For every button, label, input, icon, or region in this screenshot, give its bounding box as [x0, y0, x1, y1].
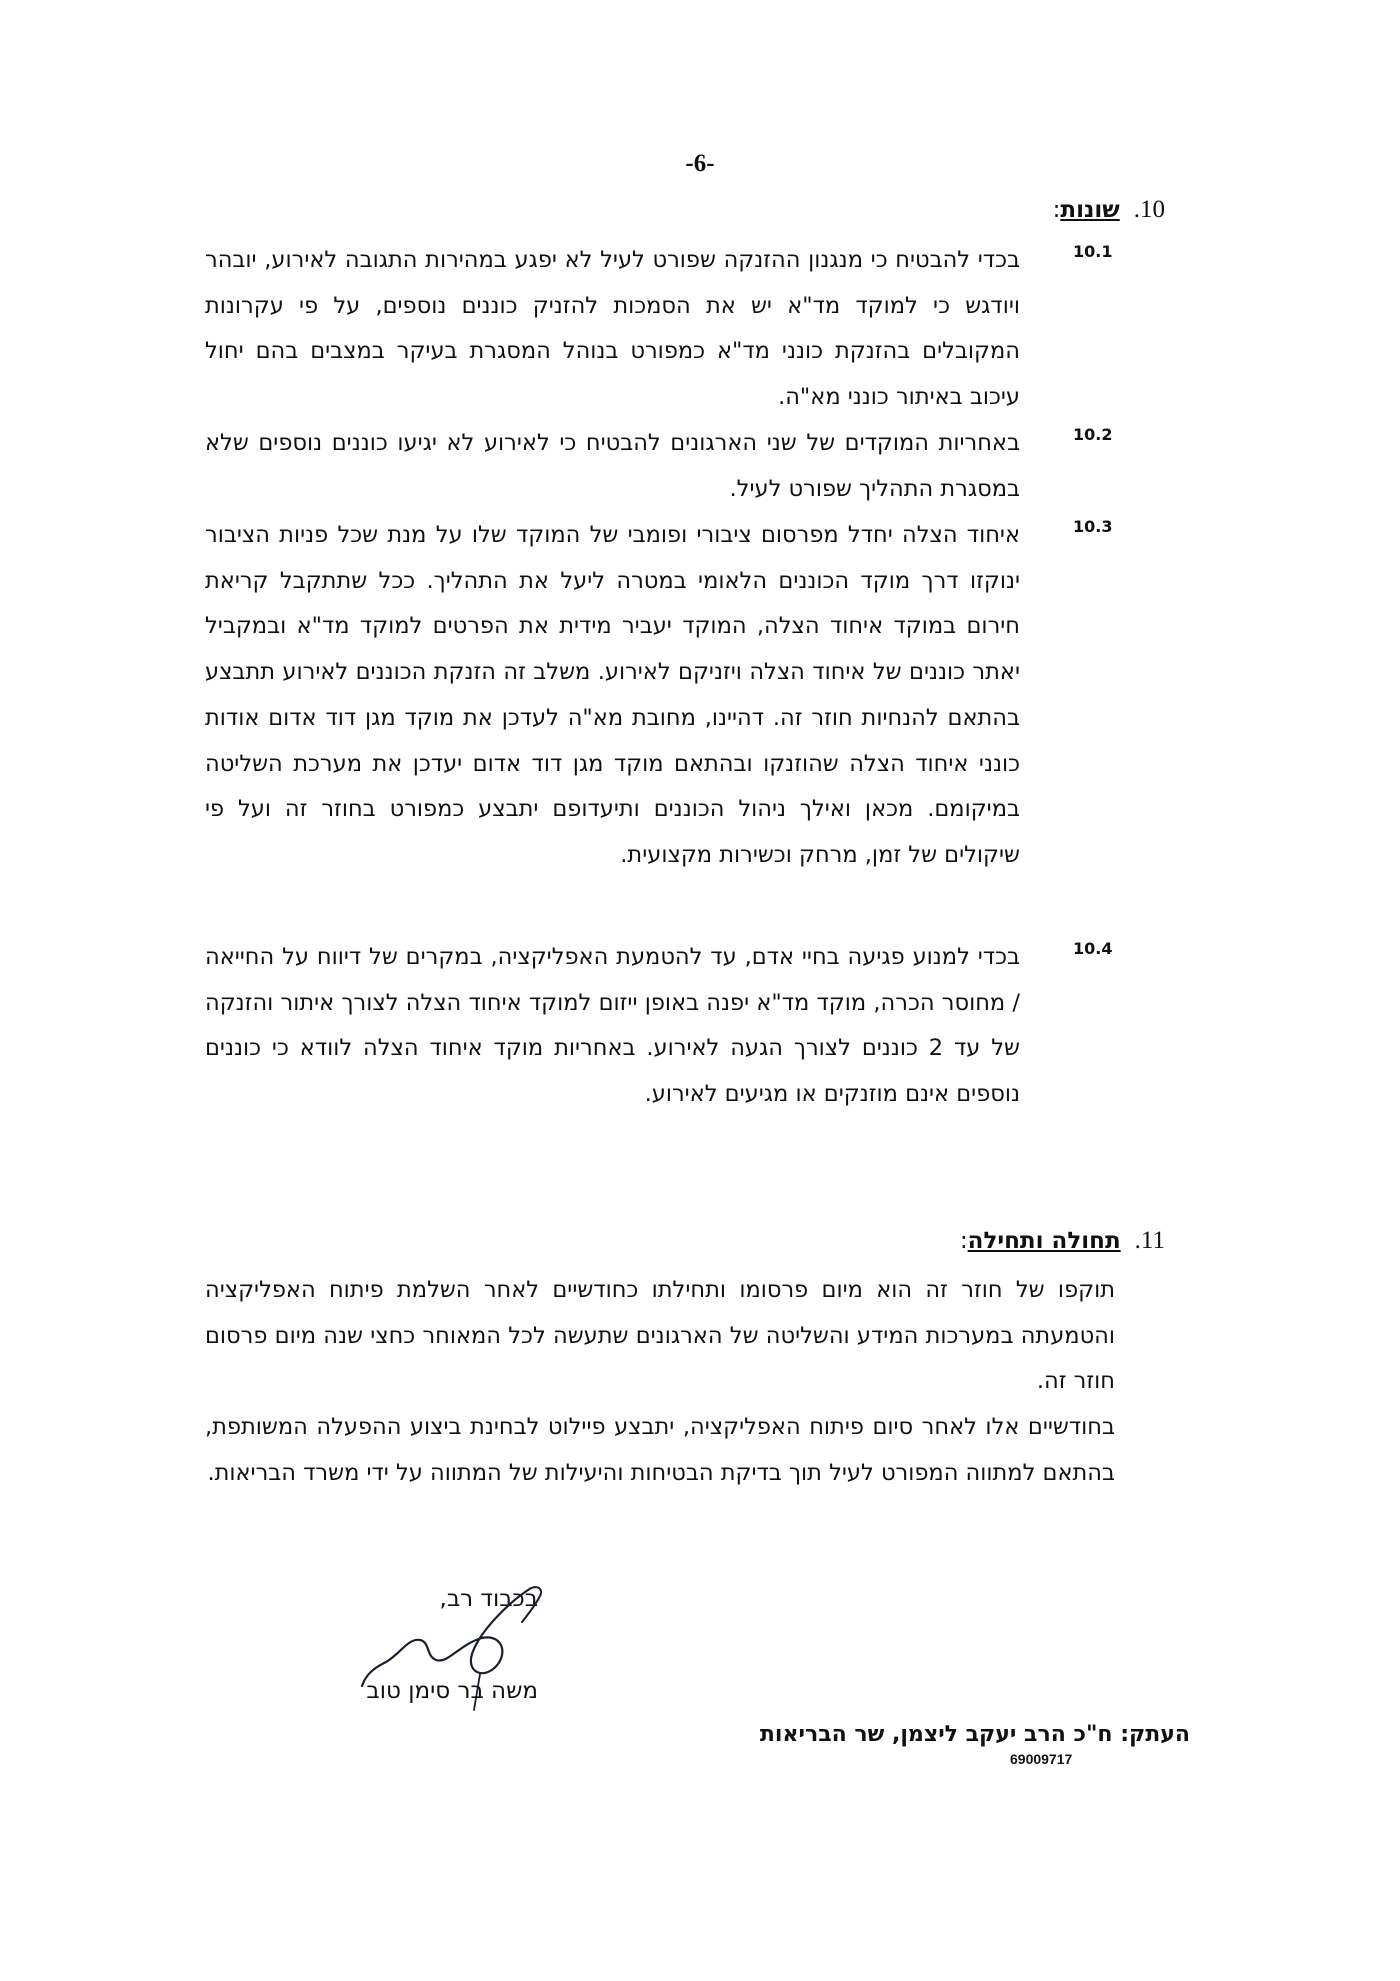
section-11-title: תחולה ותחילה	[967, 1228, 1121, 1254]
section-11-paragraph-2: בחודשיים אלו לאחר סיום פיתוח האפליקציה, יתבצע פיילוט לבחינת ביצוע ההפעלה המשותפת, בהתאם למתווה המפורט לעיל תוך בדיקת הבטיחות והיעילות של המתווה על ידי משרד הבריאות.	[205, 1414, 1115, 1486]
section-10-title-suffix: :	[1052, 197, 1061, 223]
clause-10-4-number: 10.4	[1073, 939, 1113, 958]
clause-10-1-text: בכדי להבטיח כי מנגנון ההזנקה שפורט לעיל לא יפגע במהירות התגובה לאירוע, יובהר ויודגש כי למוקד מד"א יש את הסמכות להזניק כוננים נוספים, על פי עקרונות המקובלים בהזנקת כונני מד"א כמפורט בנוהל המסגרת בעיקר במצבים בהם יחול עיכוב באיתור כונני מא"ה.	[205, 247, 1020, 411]
page-number: -6-	[685, 150, 715, 177]
clause-10-3-text: איחוד הצלה יחדל מפרסום ציבורי ופומבי של המוקד שלו על מנת שכל פניות הציבור ינוקזו דרך מוקד הכוננים הלאומי במטרה ליעל את התהליך. ככל שתתקבל קריאת חירום במוקד איחוד הצלה, המוקד יעביר מידית את הפרטים למוקד מד"א ובמקביל יאתר כוננים של איחוד הצלה ויזניקם לאירוע. משלב זה הזנקת הכוננים לאירוע תתבצע בהתאם להנחיות חוזר זה. דהיינו, מחובת מא"ה לעדכן את מוקד מגן דוד אדום אודות כונני איחוד הצלה שהוזנקו ובהתאם מוקד מגן דוד אדום יעדכן את מערכת השליטה במיקומם. מכאן ואילך ניהול הכוננים ותיעדופם יתבצע כמפורט בחוזר זה ועל פי שיקולים של זמן, מרחק וכשירות מקצועית.	[205, 522, 1020, 868]
clause-10-1-number: 10.1	[1073, 242, 1113, 261]
section-10-title: שונות	[1060, 197, 1120, 223]
clause-10-4-text: בכדי למנוע פגיעה בחיי אדם, עד להטמעת האפליקציה, במקרים של דיווח על החייאה / מחוסר הכרה, מוקד מד"א יפנה באופן ייזום למוקד איחוד הצלה לצורך איתור והזנקה של עד 2 כוננים לצורך הגעה לאירוע. באחריות מוקד איחוד הצלה לוודא כי כוננים נוספים אינם מוזנקים או מגיעים לאירוע.	[205, 944, 1020, 1108]
clause-10-2-number: 10.2	[1073, 425, 1113, 444]
section-11-number: 11.	[1134, 1227, 1165, 1254]
section-11-title-suffix: :	[959, 1228, 968, 1254]
section-10-heading	[1053, 196, 1165, 224]
section-11-paragraph-1: תוקפו של חוזר זה הוא מיום פרסומו ותחילתו כחודשיים לאחר השלמת פיתוח האפליקציה והטמעתה במערכות המידע והשליטה של הארגונים שתעשה לכל המאוחר כחצי שנה מיום פרסום חוזר זה.	[205, 1277, 1115, 1395]
signer-name: משה בר סימן טוב	[366, 1678, 538, 1704]
copy-recipient: ח"כ הרב יעקב ליצמן, שר הבריאות	[759, 1722, 1113, 1747]
clause-10-3-number: 10.3	[1073, 517, 1113, 536]
section-10-number: 10.	[1133, 196, 1165, 223]
copy-line	[760, 1722, 1190, 1747]
clause-10-2-text: באחריות המוקדים של שני הארגונים להבטיח כי לאירוע לא יגיעו כוננים נוספים שלא במסגרת התהליך שפורט לעיל.	[205, 430, 1020, 502]
section-11-heading	[960, 1227, 1165, 1255]
copy-label: העתק:	[1120, 1722, 1190, 1747]
closing-regards: בכבוד רב,	[439, 1586, 538, 1612]
document-code: 69009717	[1010, 1751, 1073, 1767]
